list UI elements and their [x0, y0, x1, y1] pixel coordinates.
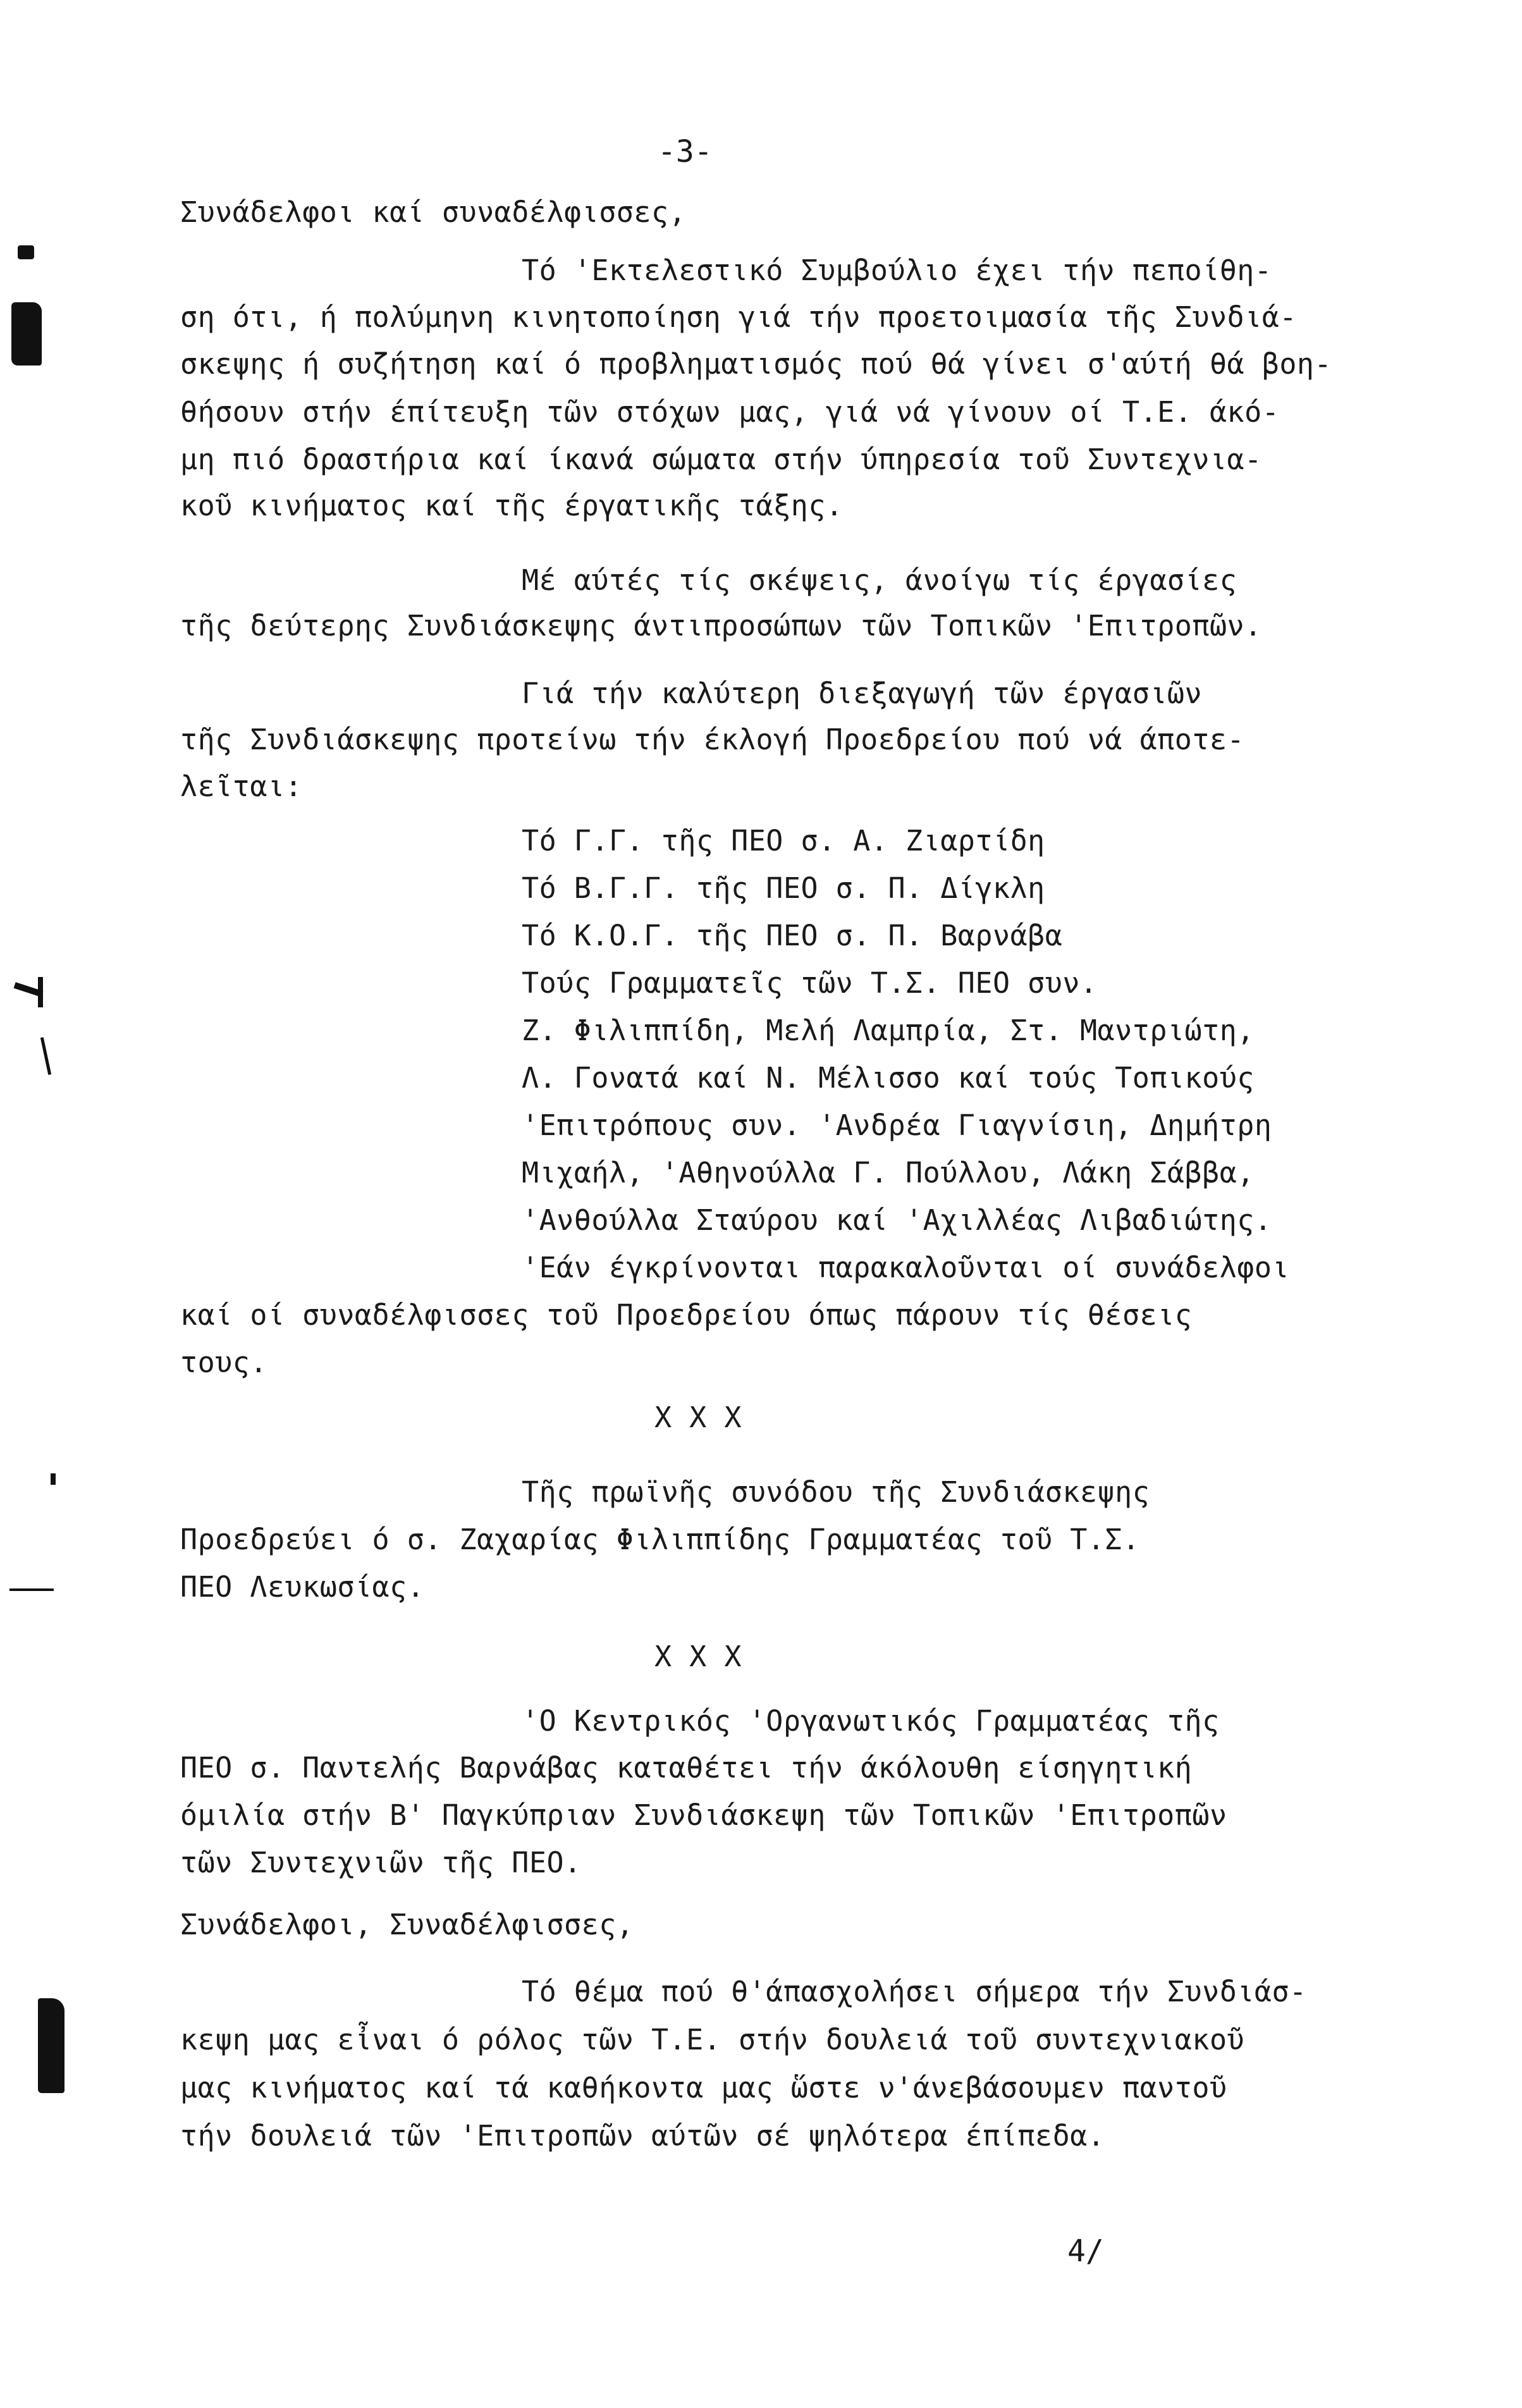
text-line: τῶν Συντεχνιῶν τῆς ΠΕΟ.	[180, 1846, 582, 1879]
text-line: τῆς δεύτερης Συνδιάσκεψης άντιπροσώπων τῶν Τοπικῶν 'Επιτροπῶν.	[180, 609, 1262, 642]
text-line: Λ. Γονατά καί Ν. Μέλισσο καί τούς Τοπικούς	[522, 1061, 1255, 1095]
continuation-page-number: 4/	[1067, 2233, 1104, 2269]
text-line: Τό Β.Γ.Γ. τῆς ΠΕΟ σ. Π. Δίγκλη	[522, 871, 1045, 905]
scan-mark	[9, 1588, 54, 1591]
scan-mark	[11, 302, 42, 366]
text-line: όμιλία στήν Β' Παγκύπριαν Συνδιάσκεψη τῶν Τοπικῶν 'Επιτροπῶν	[180, 1798, 1227, 1832]
text-line: τους.	[180, 1346, 267, 1379]
text-line: 'Επιτρόπους συν. 'Ανδρέα Γιαγνίσιη, Δημήτρη	[522, 1109, 1272, 1142]
text-line: Προεδρεύει ό σ. Ζαχαρίας Φιλιππίδης Γραμματέας τοῦ Τ.Σ.	[180, 1523, 1140, 1556]
text-line: τῆς Συνδιάσκεψης προτείνω τήν έκλογή Προεδρείου πού νά άποτε-	[180, 723, 1245, 756]
text-line: Τό Κ.Ο.Γ. τῆς ΠΕΟ σ. Π. Βαρνάβα	[522, 919, 1063, 952]
text-line: Τό θέμα πού θ'άπασχολήσει σήμερα τήν Συνδιάσ-	[522, 1975, 1307, 2008]
text-line: ΠΕΟ σ. Παντελής Βαρνάβας καταθέτει τήν άκόλουθη είσηγητική	[180, 1751, 1193, 1784]
text-line: λεῖται:	[180, 770, 303, 803]
text-line: Τῆς πρωϊνῆς συνόδου τῆς Συνδιάσκεψης	[522, 1475, 1150, 1509]
scan-mark	[18, 245, 34, 259]
text-line: κοῦ κινήματος καί τῆς έργατικῆς τάξης.	[180, 489, 844, 522]
text-line: Συνάδελφοι, Συναδέλφισσες,	[180, 1908, 634, 1941]
text-line: μας κινήματος καί τά καθήκοντα μας ὥστε ν'άνεβάσουμεν παντοῦ	[180, 2071, 1227, 2104]
text-line: ΠΕΟ Λευκωσίας.	[180, 1570, 425, 1604]
text-line: καί οί συναδέλφισσες τοῦ Προεδρείου όπως πάρουν τίς θέσεις	[180, 1298, 1193, 1332]
section-separator: Χ Χ Χ	[654, 1401, 742, 1434]
scan-mark	[40, 1037, 51, 1075]
text-line: Συνάδελφοι καί συναδέλφισσες,	[180, 195, 687, 229]
section-separator: Χ Χ Χ	[654, 1640, 742, 1673]
text-line: 'Εάν έγκρίνονται παρακαλοῦνται οί συνάδελφοι	[522, 1251, 1290, 1284]
scan-mark	[38, 977, 43, 1007]
text-line: 'Ανθούλλα Σταύρου καί 'Αχιλλέας Λιβαδιώτης.	[522, 1203, 1272, 1237]
text-line: μη πιό δραστήρια καί ίκανά σώματα στήν ύπηρεσία τοῦ Συντεχνια-	[180, 443, 1262, 476]
text-line: Μιχαήλ, 'Αθηνούλλα Γ. Πούλλου, Λάκη Σάββα,	[522, 1156, 1255, 1189]
page-number: -3-	[658, 134, 713, 169]
text-line: κεψη μας εἶναι ό ρόλος τῶν Τ.Ε. στήν δουλειά τοῦ συντεχνιακοῦ	[180, 2023, 1245, 2056]
text-line: σκεψης ή συζήτηση καί ό προβληματισμός πού θά γίνει σ'αύτή θά βοη-	[180, 347, 1332, 381]
text-line: ση ότι, ή πολύμηνη κινητοποίηση γιά τήν προετοιμασία τῆς Συνδιά-	[180, 300, 1297, 334]
text-line: Μέ αύτές τίς σκέψεις, άνοίγω τίς έργασίες	[522, 563, 1237, 597]
text-line: Τό 'Εκτελεστικό Συμβούλιο έχει τήν πεποίθη-	[522, 254, 1272, 287]
text-line: τήν δουλειά τῶν 'Επιτροπῶν αύτῶν σέ ψηλότερα έπίπεδα.	[180, 2119, 1105, 2153]
text-line: Γιά τήν καλύτερη διεξαγωγή τῶν έργασιῶν	[522, 677, 1203, 710]
scan-mark	[38, 1998, 64, 2093]
scan-mark	[51, 1473, 56, 1485]
text-line: Ζ. Φιλιππίδη, Μελή Λαμπρία, Στ. Μαντριώτη,	[522, 1014, 1255, 1047]
text-line: 'Ο Κεντρικός 'Οργανωτικός Γραμματέας τῆς	[522, 1704, 1220, 1738]
text-line: Τούς Γραμματεῖς τῶν Τ.Σ. ΠΕΟ συν.	[522, 966, 1098, 1000]
text-line: θήσουν στήν έπίτευξη τῶν στόχων μας, γιά νά γίνουν οί Τ.Ε. άκό-	[180, 395, 1280, 429]
text-line: Τό Γ.Γ. τῆς ΠΕΟ σ. Α. Ζιαρτίδη	[522, 824, 1045, 857]
